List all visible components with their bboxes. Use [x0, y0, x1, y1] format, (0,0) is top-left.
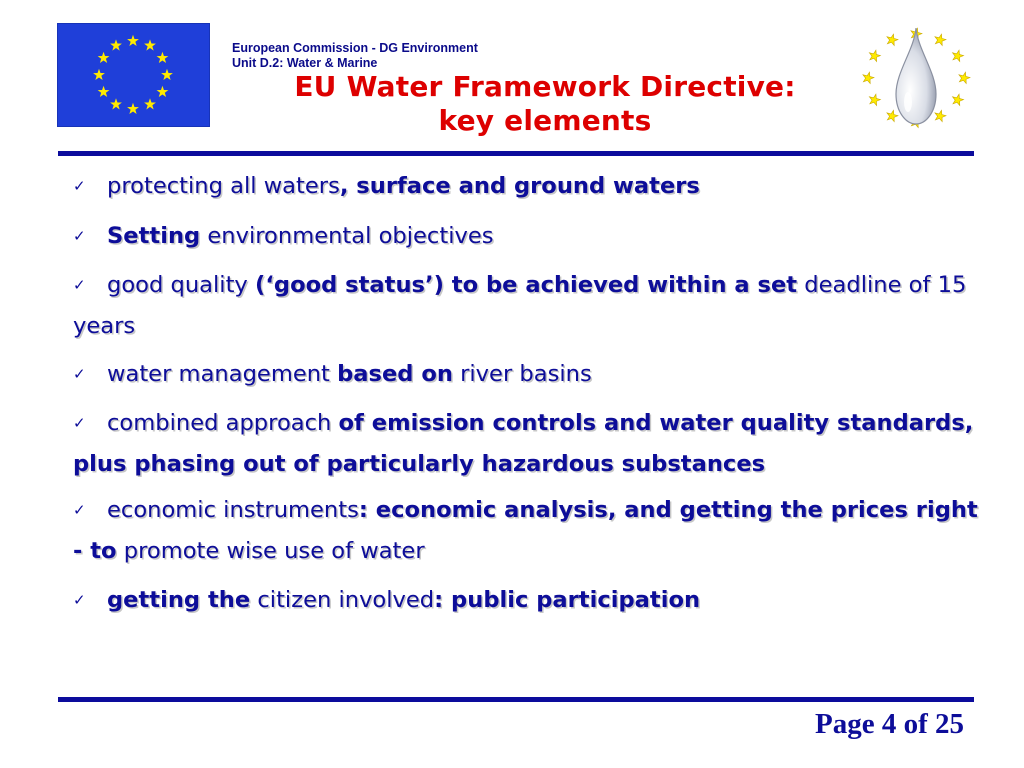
bullet-text-bold: getting the [107, 587, 251, 613]
water-drop-logo-graphic [846, 20, 974, 132]
check-icon: ✓ [73, 276, 86, 294]
bullet-item [73, 265, 978, 347]
page-number: Page 4 of 25 [815, 708, 964, 740]
check-icon: ✓ [73, 500, 86, 519]
water-drop-stars-logo [846, 20, 974, 132]
bullet-item [73, 216, 978, 257]
logo-star-icon [869, 50, 880, 61]
bullet-item [73, 354, 978, 395]
slide-title-line1: EU Water Framework Directive: [294, 70, 796, 103]
organization-unit: Unit D.2: Water & Marine [232, 56, 378, 70]
organization-name: European Commission - DG Environment [232, 41, 478, 55]
bullet-item [73, 580, 978, 621]
flag-star-icon [127, 35, 139, 46]
bullet-text-bold: : economic analysis, and getting the prices right - to [73, 496, 978, 564]
bullet-text-bold: of emission controls and water quality standards, plus phasing out of particularly hazardous substances [73, 410, 974, 477]
check-icon: ✓ [73, 414, 86, 432]
check-icon: ✓ [73, 364, 86, 383]
flag-star-icon [98, 86, 110, 97]
bullet-text-bold: based on [337, 360, 453, 387]
header-divider [58, 151, 974, 156]
footer-divider [58, 697, 974, 702]
slide-title [240, 70, 850, 138]
bullet-text: river basins [452, 360, 592, 387]
flag-star-icon [144, 39, 156, 50]
bullet-text-bold: , surface and ground waters [339, 173, 700, 199]
slide-title-line2: key elements [438, 104, 652, 137]
bullet-text: citizen involved [250, 587, 435, 613]
flag-star-icon [110, 39, 122, 50]
check-icon: ✓ [73, 177, 86, 195]
eu-flag-stars [58, 24, 209, 126]
eu-flag-icon [57, 23, 210, 127]
logo-star-icon [863, 72, 874, 83]
bullet-text: good quality [107, 272, 255, 298]
flag-star-icon [98, 52, 110, 63]
check-icon: ✓ [73, 226, 86, 245]
logo-star-icon [959, 72, 970, 83]
bullet-text-bold: : public participation [434, 587, 701, 613]
bullet-text: environmental objectives [200, 222, 494, 249]
logo-star-icon [953, 50, 964, 61]
bullet-text: economic instruments [107, 496, 359, 523]
bullet-list [73, 166, 978, 630]
bullet-text-bold: Setting [107, 222, 201, 249]
flag-star-icon [127, 103, 139, 114]
logo-star-icon [935, 110, 946, 121]
bullet-item [73, 490, 978, 572]
bullet-text: combined approach [107, 410, 339, 436]
flag-star-icon [144, 98, 156, 109]
bullet-text-bold: (‘good status’) to be achieved within a set [255, 272, 798, 298]
logo-star-icon [869, 94, 880, 105]
logo-star-icon [887, 110, 898, 121]
bullet-item [73, 166, 978, 207]
flag-star-icon [110, 98, 122, 109]
logo-star-icon [935, 34, 946, 45]
bullet-text: water management [107, 360, 338, 387]
flag-star-icon [93, 69, 105, 80]
check-icon: ✓ [73, 591, 86, 609]
logo-star-icon [953, 94, 964, 105]
logo-star-icon [887, 34, 898, 45]
bullet-item [73, 403, 978, 485]
flag-star-icon [157, 86, 169, 97]
flag-star-icon [157, 52, 169, 63]
bullet-text: deadline of 15 years [73, 272, 967, 339]
flag-star-icon [161, 69, 173, 80]
bullet-text: promote wise use of water [116, 537, 425, 564]
bullet-text: protecting all waters [107, 173, 340, 199]
